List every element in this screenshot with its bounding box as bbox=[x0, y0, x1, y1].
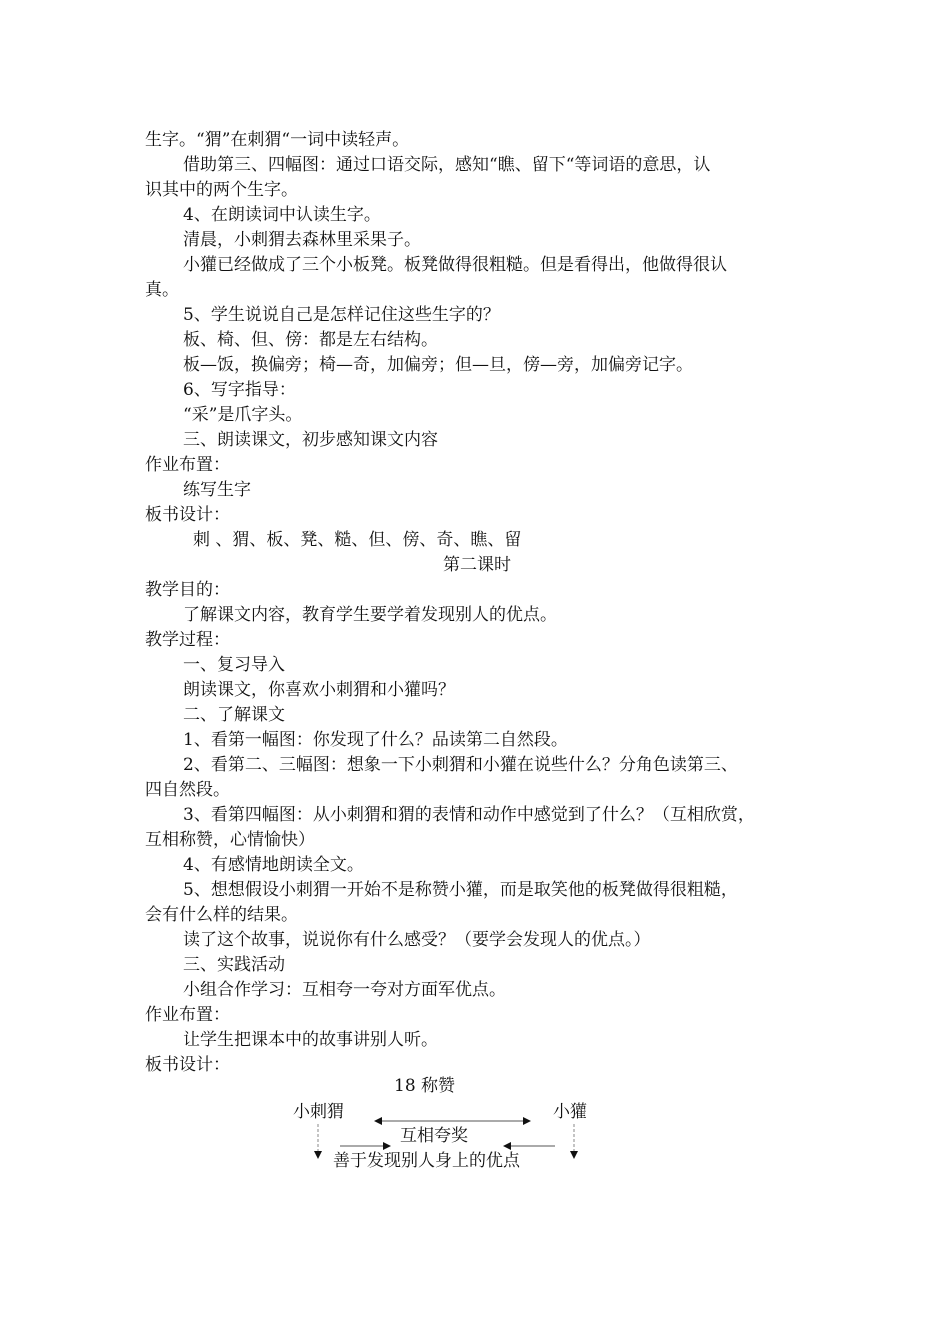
text-line: 朗读课文，你喜欢小刺猬和小獾吗？ bbox=[183, 680, 455, 700]
text-line: 1、看第一幅图：你发现了什么？品读第二自然段。 bbox=[183, 730, 568, 750]
section-heading: 板书设计： bbox=[145, 505, 230, 525]
board-left-label: 小刺猬 bbox=[293, 1102, 344, 1122]
text-line: 3、看第四幅图：从小刺猬和猬的表情和动作中感觉到了什么？（互相欣赏， bbox=[183, 805, 755, 825]
text-line: 4、在朗读词中认读生字。 bbox=[183, 205, 381, 225]
text-line: 读了这个故事，说说你有什么感受？（要学会发现人的优点。） bbox=[183, 930, 651, 950]
text-line: 了解课文内容，教育学生要学着发现别人的优点。 bbox=[183, 605, 557, 625]
section-heading: 作业布置： bbox=[145, 1005, 230, 1025]
board-middle-label: 互相夸奖 bbox=[400, 1126, 468, 1146]
text-line: 4、有感情地朗读全文。 bbox=[183, 855, 364, 875]
text-line: 5、想想假设小刺猬一开始不是称赞小獾，而是取笑他的板凳做得很粗糙， bbox=[183, 880, 738, 900]
text-line: 一、复习导入 bbox=[183, 655, 285, 675]
text-line: 2、看第二、三幅图：想象一下小刺猬和小獾在说些什么？分角色读第三、 bbox=[183, 755, 738, 775]
section-heading: 板书设计： bbox=[145, 1055, 230, 1075]
text-line: 真。 bbox=[145, 280, 179, 300]
text-line: 会有什么样的结果。 bbox=[145, 905, 298, 925]
text-line: 清晨，小刺猬去森林里采果子。 bbox=[183, 230, 421, 250]
text-line: 二、了解课文 bbox=[183, 705, 285, 725]
text-line: 三、实践活动 bbox=[183, 955, 285, 975]
text-line: 刺 、猬、板、凳、糙、但、傍、奇、瞧、留 bbox=[193, 530, 522, 550]
text-line: 5、学生说说自己是怎样记住这些生字的？ bbox=[183, 305, 500, 325]
text-line: 三、朗读课文，初步感知课文内容 bbox=[183, 430, 438, 450]
section-heading: 教学过程： bbox=[145, 630, 230, 650]
text-line: 让学生把课本中的故事讲别人听。 bbox=[183, 1030, 438, 1050]
section-heading: 作业布置： bbox=[145, 455, 230, 475]
text-line: 板—饭，换偏旁；椅—奇，加偏旁；但—旦，傍—旁，加偏旁记字。 bbox=[183, 355, 693, 375]
text-line: 识其中的两个生字。 bbox=[145, 180, 298, 200]
board-bottom-label: 善于发现别人身上的优点 bbox=[333, 1151, 520, 1171]
text-line: 生字。“猬”在刺猬“一词中读轻声。 bbox=[145, 130, 410, 150]
board-right-label: 小獾 bbox=[553, 1102, 587, 1122]
text-line: 借助第三、四幅图：通过口语交际，感知“瞧、留下“等词语的意思，认 bbox=[183, 155, 711, 175]
board-title: 18 称赞 bbox=[394, 1076, 456, 1096]
text-line: 板、椅、但、傍：都是左右结构。 bbox=[183, 330, 438, 350]
text-line: 练写生字 bbox=[183, 480, 251, 500]
text-line: 小组合作学习：互相夸一夸对方面军优点。 bbox=[183, 980, 506, 1000]
text-line: 四自然段。 bbox=[145, 780, 230, 800]
text-line: 互相称赞，心情愉快） bbox=[145, 830, 315, 850]
section-heading: 教学目的： bbox=[145, 580, 230, 600]
text-line: 小獾已经做成了三个小板凳。板凳做得很粗糙。但是看得出，他做得很认 bbox=[183, 255, 727, 275]
text-line: 6、写字指导： bbox=[183, 380, 296, 400]
text-line: “采”是爪字头。 bbox=[183, 405, 303, 425]
lesson-title: 第二课时 bbox=[443, 555, 511, 575]
